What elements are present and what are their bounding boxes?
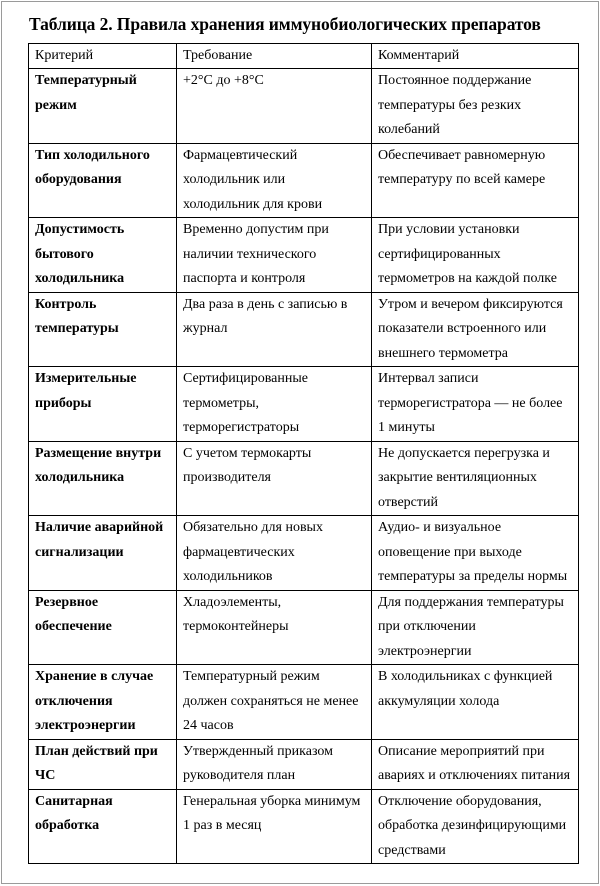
requirement-cell: Временно допустим при наличии технического паспорта и контроля	[177, 218, 372, 293]
criterion-cell: Наличие аварийной сигнализации	[29, 516, 177, 591]
criterion-cell: Размещение внутри холодильника	[29, 441, 177, 516]
table-row	[29, 516, 579, 591]
criterion-cell: Санитарная обработка	[29, 789, 177, 864]
storage-rules-table	[28, 43, 579, 864]
comment-cell: Аудио- и визуальное оповещение при выходе температуры за пределы нормы	[372, 516, 579, 591]
comment-cell: Для поддержания температуры при отключении электроэнергии	[372, 590, 579, 665]
requirement-cell: Генеральная уборка минимум 1 раз в месяц	[177, 789, 372, 864]
table-header-row	[29, 44, 579, 69]
criterion-cell: Резервное обеспечение	[29, 590, 177, 665]
table-row	[29, 789, 579, 864]
table-title: Таблица 2. Правила хранения иммунобиологических препаратов	[29, 14, 541, 34]
requirement-cell: +2°С до +8°С	[177, 69, 372, 144]
requirement-cell: С учетом термокарты производителя	[177, 441, 372, 516]
table-row	[29, 69, 579, 144]
comment-cell: Описание мероприятий при авариях и отключениях питания	[372, 739, 579, 789]
criterion-cell: Измерительные приборы	[29, 367, 177, 442]
table-row	[29, 665, 579, 740]
table-row	[29, 441, 579, 516]
requirement-cell: Сертифицированные термометры, терморегистраторы	[177, 367, 372, 442]
comment-cell: При условии установки сертифицированных термометров на каждой полке	[372, 218, 579, 293]
requirement-cell: Температурный режим должен сохраняться не менее 24 часов	[177, 665, 372, 740]
criterion-cell: Температурный режим	[29, 69, 177, 144]
requirement-cell: Обязательно для новых фармацевтических холодильников	[177, 516, 372, 591]
requirement-cell: Хладоэлементы, термоконтейнеры	[177, 590, 372, 665]
table-row	[29, 590, 579, 665]
criterion-cell: Контроль температуры	[29, 292, 177, 367]
document-page	[1, 1, 599, 884]
column-header-comment: Комментарий	[372, 44, 579, 69]
criterion-cell: План действий при ЧС	[29, 739, 177, 789]
comment-cell: Отключение оборудования, обработка дезинфицирующими средствами	[372, 789, 579, 864]
criterion-cell: Допустимость бытового холодильника	[29, 218, 177, 293]
comment-cell: Постоянное поддержание температуры без резких колебаний	[372, 69, 579, 144]
requirement-cell: Фармацевтический холодильник или холодильник для крови	[177, 143, 372, 218]
requirement-cell: Два раза в день с записью в журнал	[177, 292, 372, 367]
table-row	[29, 367, 579, 442]
column-header-requirement: Требование	[177, 44, 372, 69]
comment-cell: В холодильниках с функцией аккумуляции холода	[372, 665, 579, 740]
comment-cell: Утром и вечером фиксируются показатели встроенного или внешнего термометра	[372, 292, 579, 367]
criterion-cell: Хранение в случае отключения электроэнергии	[29, 665, 177, 740]
table-row	[29, 292, 579, 367]
table-row	[29, 218, 579, 293]
requirement-cell: Утвержденный приказом руководителя план	[177, 739, 372, 789]
column-header-criterion: Критерий	[29, 44, 177, 69]
table-row	[29, 739, 579, 789]
table-row	[29, 143, 579, 218]
comment-cell: Интервал записи терморегистратора — не более 1 минуты	[372, 367, 579, 442]
comment-cell: Не допускается перегрузка и закрытие вентиляционных отверстий	[372, 441, 579, 516]
comment-cell: Обеспечивает равномерную температуру по всей камере	[372, 143, 579, 218]
criterion-cell: Тип холодильного оборудования	[29, 143, 177, 218]
